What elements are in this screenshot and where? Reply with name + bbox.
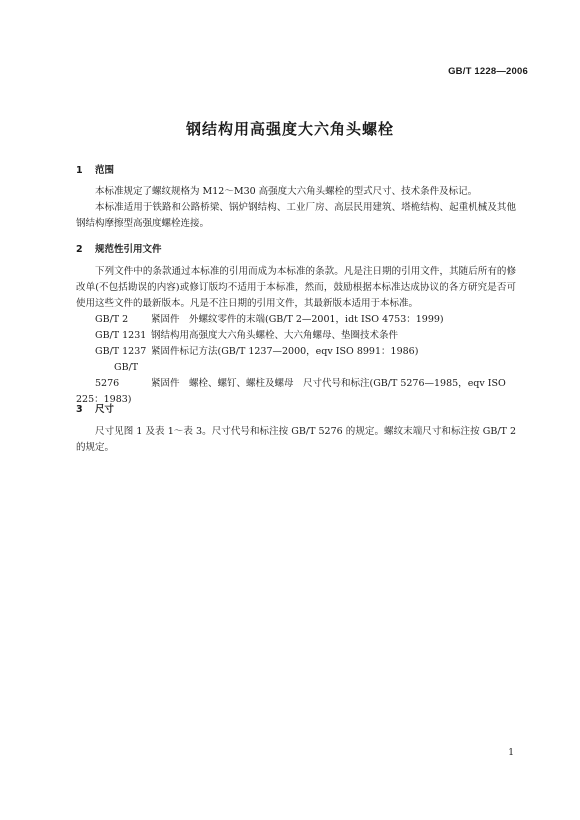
reference-item	[95, 344, 516, 360]
reference-code: GB/T 1231	[95, 330, 147, 341]
section-title: 规范性引用文件	[95, 244, 162, 255]
section-3-paragraph-1: 尺寸见图 1 及表 1～表 3。尺寸代号和标注按 GB/T 5276 的规定。螺纹末端尺寸和标注按 GB/T 2 的规定。	[76, 426, 516, 453]
section-1-heading	[76, 162, 114, 176]
section-2-paragraph-1: 下列文件中的条款通过本标准的引用而成为本标准的条款。凡是注日期的引用文件，其随后所有的修改单(不包括勘误的内容)或修订版均不适用于本标准，然而，鼓励根据本标准达成协议的各方研究是否可使用这些文件的最新版本。凡是不注日期的引用文件，其最新版本适用于本标准。	[76, 266, 516, 309]
section-number: 3	[76, 404, 83, 415]
section-3-heading	[76, 401, 114, 415]
reference-title: 紧固件 外螺纹零件的末端(GB/T 2—2001，idt ISO 4753：1999)	[151, 314, 444, 325]
reference-code: GB/T 5276	[95, 362, 139, 389]
reference-item	[76, 360, 516, 408]
standard-code: GB/T 1228—2006	[448, 66, 528, 77]
section-2-heading	[76, 241, 162, 255]
reference-code: GB/T 2	[95, 314, 129, 325]
section-title: 范围	[95, 165, 115, 176]
reference-code: GB/T 1237	[95, 346, 147, 357]
section-1-paragraph-2: 本标准适用于铁路和公路桥梁、锅炉钢结构、工业厂房、高层民用建筑、塔桅结构、起重机械及其他钢结构摩擦型高强度螺栓连接。	[76, 202, 516, 229]
reference-item	[95, 328, 516, 344]
section-1-paragraph-1: 本标准规定了螺纹规格为 M12～M30 高强度大六角头螺栓的型式尺寸、技术条件及标记。	[95, 186, 478, 197]
reference-item	[95, 312, 516, 328]
reference-title: 紧固件标记方法(GB/T 1237—2000，eqv ISO 8991：1986)	[151, 346, 419, 357]
section-number: 2	[76, 244, 83, 255]
section-title: 尺寸	[95, 404, 115, 415]
section-number: 1	[76, 165, 83, 176]
reference-title: 钢结构用高强度大六角头螺栓、大六角螺母、垫圈技术条件	[151, 330, 399, 341]
page-number: 1	[508, 748, 514, 758]
reference-title: 紧固件 螺栓、螺钉、螺柱及螺母 尺寸代号和标注(GB/T 5276—1985，eqv ISO 225：1983)	[76, 378, 506, 405]
document-title: 钢结构用高强度大六角头螺栓	[185, 120, 394, 138]
